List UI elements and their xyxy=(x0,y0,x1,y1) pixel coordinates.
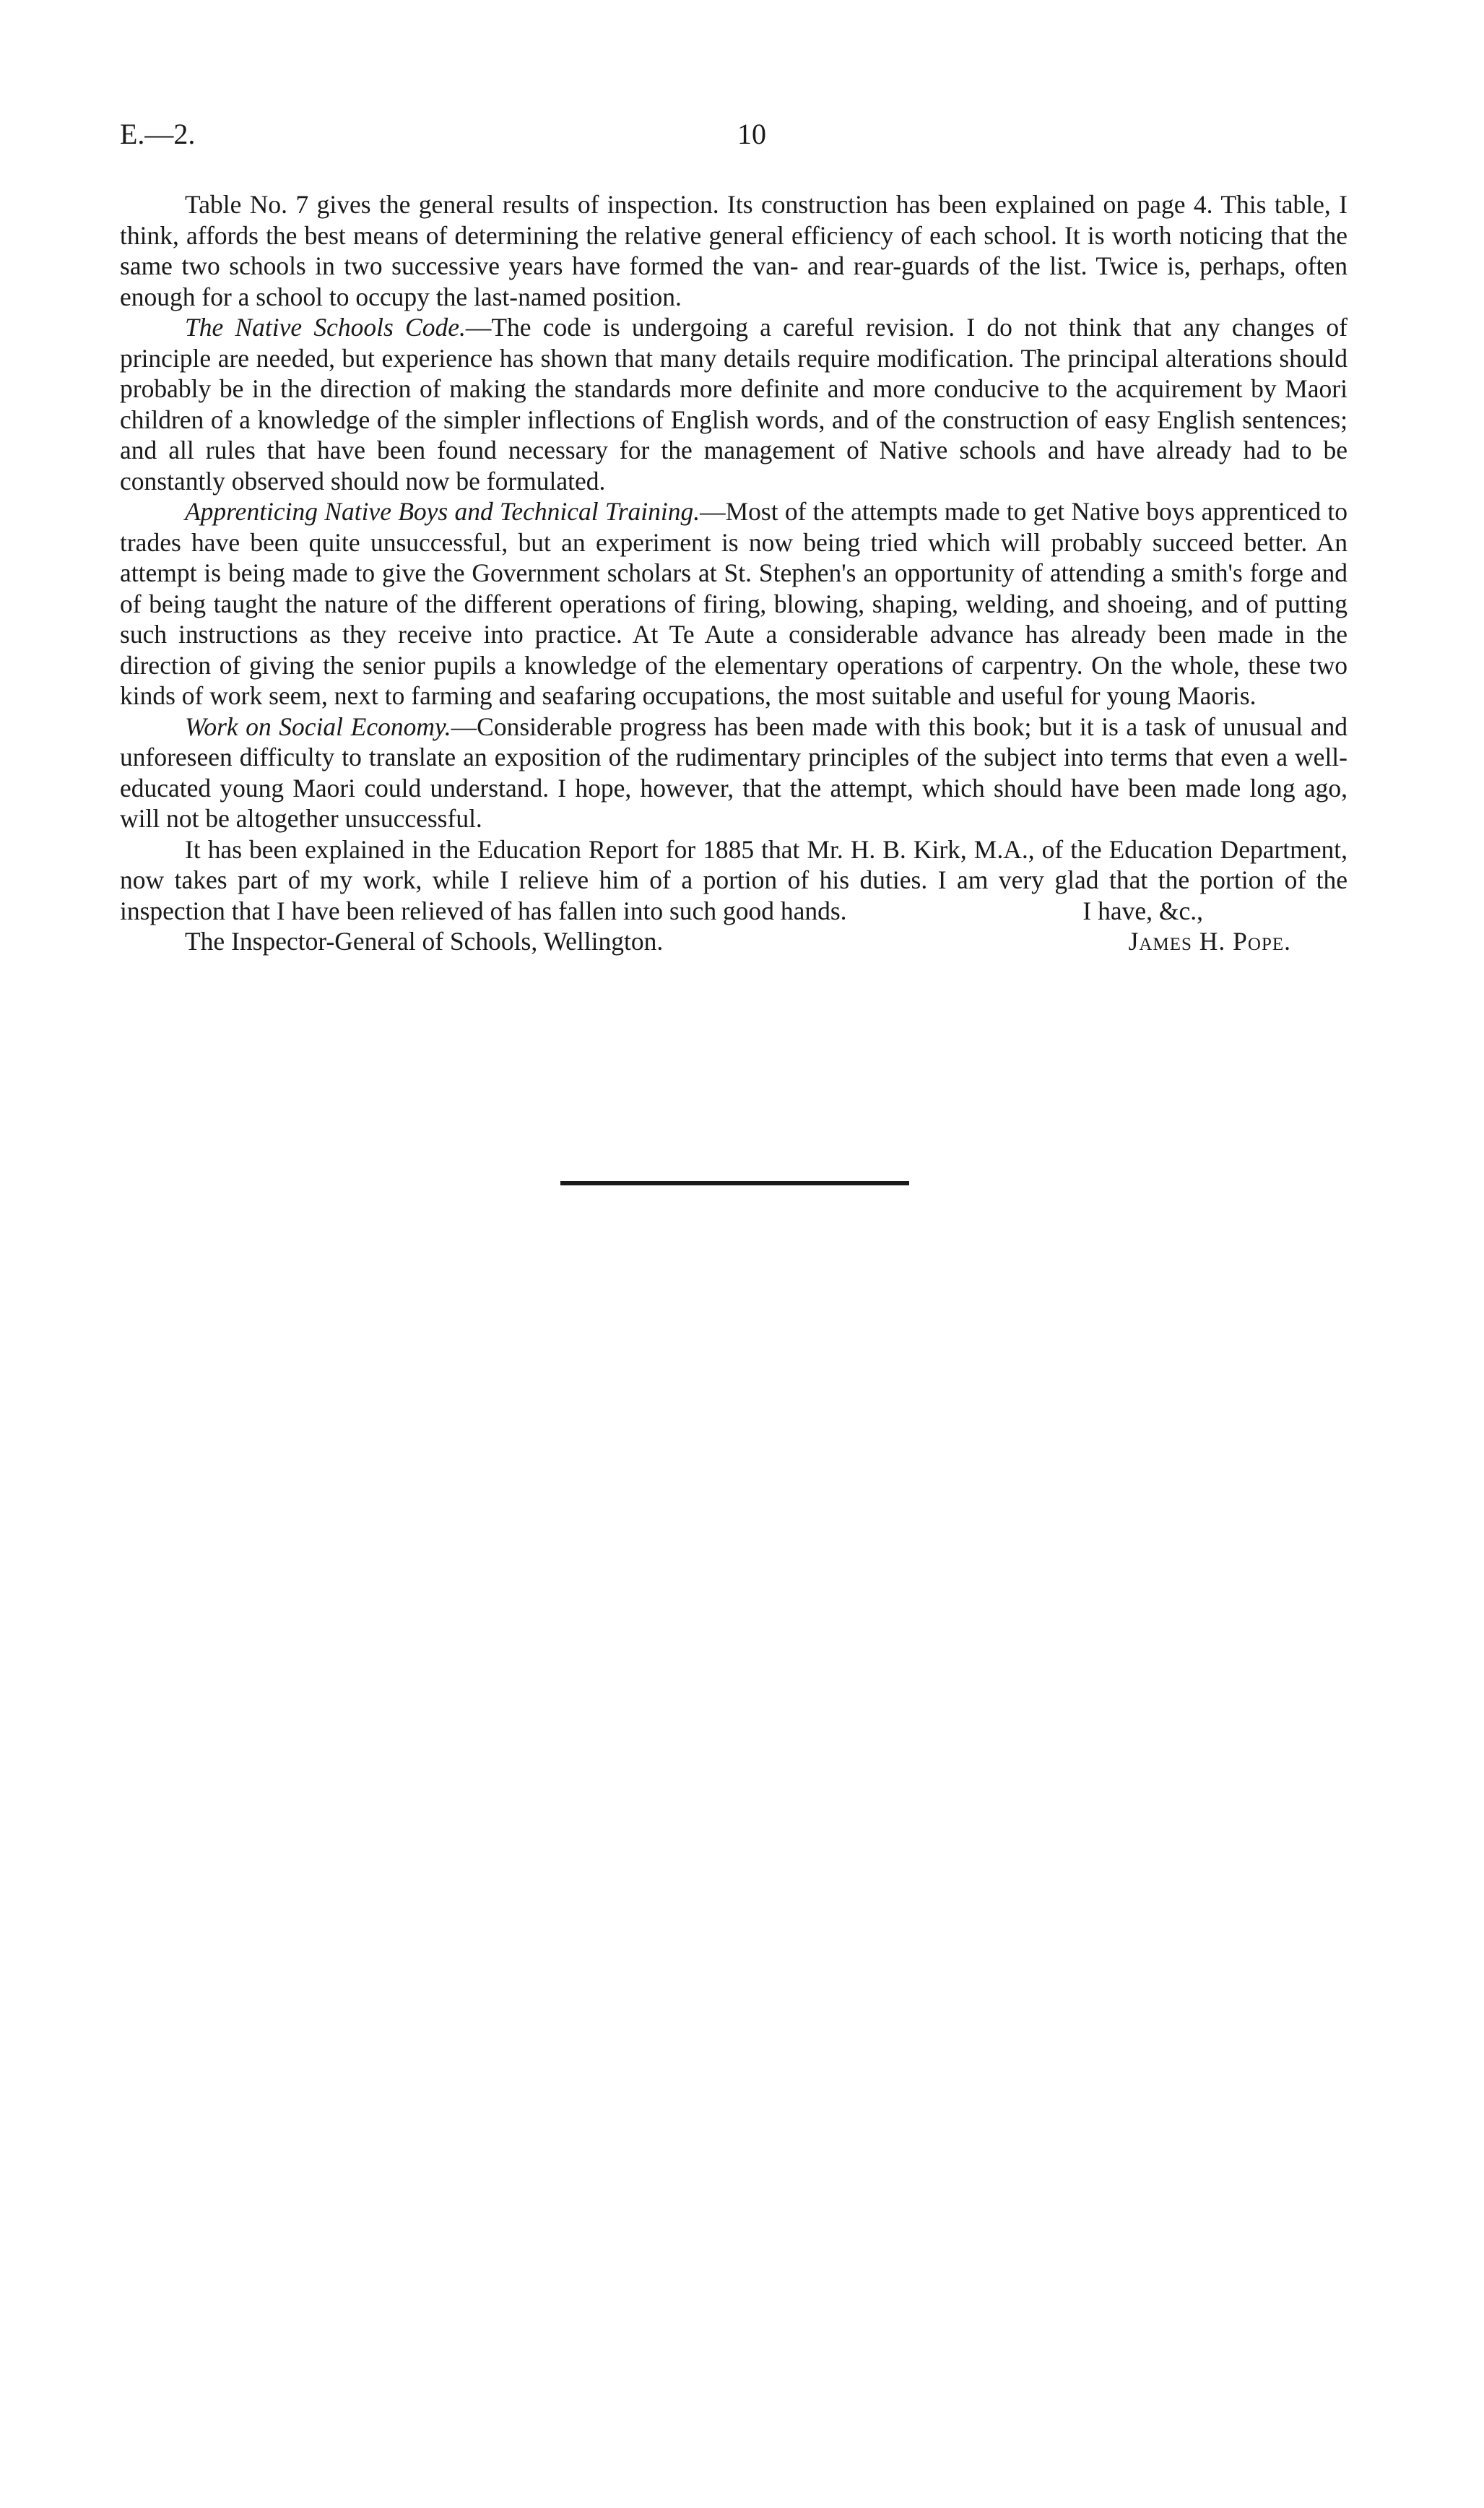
paragraph-social-economy xyxy=(120,712,1348,834)
paragraph-apprenticing xyxy=(120,496,1348,712)
paragraph-text: —The code is undergoing a careful revision. I do not think that any changes of principle are needed, but experience has shown that many details require modification. The principal alterations should probably be in the direction of making the standards more definite and more conducive to the acquirement by Maori children of a knowledge of the simpler inflections of English words, and of the construction of easy English sentences; and all rules that have been found necessary for the management of Native schools and have already had to be constantly observed should now be formulated. xyxy=(120,313,1348,496)
closing-phrase: I have, &c., xyxy=(1082,896,1203,925)
paragraph-text: Table No. 7 gives the general results of inspection. Its construction has been explained on page 4. This table, I think, affords the best means of determining the relative general efficiency of each school. It is worth noticing that the same two schools in two successive years have formed the van- and rear-guards of the list. Twice is, perhaps, often enough for a school to occupy the last-named position. xyxy=(120,190,1348,311)
paragraph-table-results xyxy=(120,189,1348,312)
paragraph-text: It has been explained in the Education Report for 1885 that Mr. H. B. Kirk, M.A., of the Education Department, now takes part of my work, while I relieve him of a portion of his duties. I am very glad that the portion of the inspection that I have been relieved of has fallen into such good hands. xyxy=(120,834,1348,925)
section-heading: Apprenticing Native Boys and Technical Training. xyxy=(185,497,700,526)
addressee: The Inspector-General of Schools, Wellington. xyxy=(185,927,664,956)
paragraph-education-report xyxy=(120,834,1348,927)
closing-rule xyxy=(560,1181,909,1185)
page-header xyxy=(120,114,1348,155)
section-heading: Work on Social Economy. xyxy=(185,712,451,741)
paragraph-text: —Most of the attempts made to get Native boys apprenticed to trades have been quite unsuccessful, but an experiment is now being tried which will probably succeed better. An attempt is being made to give the Government scholars at St. Stephen's an opportunity of attending a smith's forge and of being taught the nature of the different operations of firing, blowing, shaping, welding, and shoeing, and of putting such instructions as they receive into practice. At Te Aute a considerable advance has already been made in the direction of giving the senior pupils a knowledge of the elementary operations of carpentry. On the whole, these two kinds of work seem, next to farming and seafaring occupations, the most suitable and useful for young Maoris. xyxy=(120,497,1348,710)
paragraph-text: —Considerable progress has been made with this book; but it is a task of unusual and unforeseen difficulty to translate an exposition of the rudimentary principles of the subject into terms that even a well-educated young Maori could understand. I hope, however, that the attempt, which should have been made long ago, will not be altogether unsuccessful. xyxy=(120,712,1348,833)
paragraph-native-schools-code xyxy=(120,312,1348,496)
section-heading: The Native Schools Code. xyxy=(185,313,466,342)
page-number: 10 xyxy=(737,118,766,150)
signoff xyxy=(120,926,1348,957)
report-body xyxy=(120,189,1348,957)
signature: James H. Pope. xyxy=(1128,927,1291,956)
document-code: E.—2. xyxy=(120,118,196,150)
